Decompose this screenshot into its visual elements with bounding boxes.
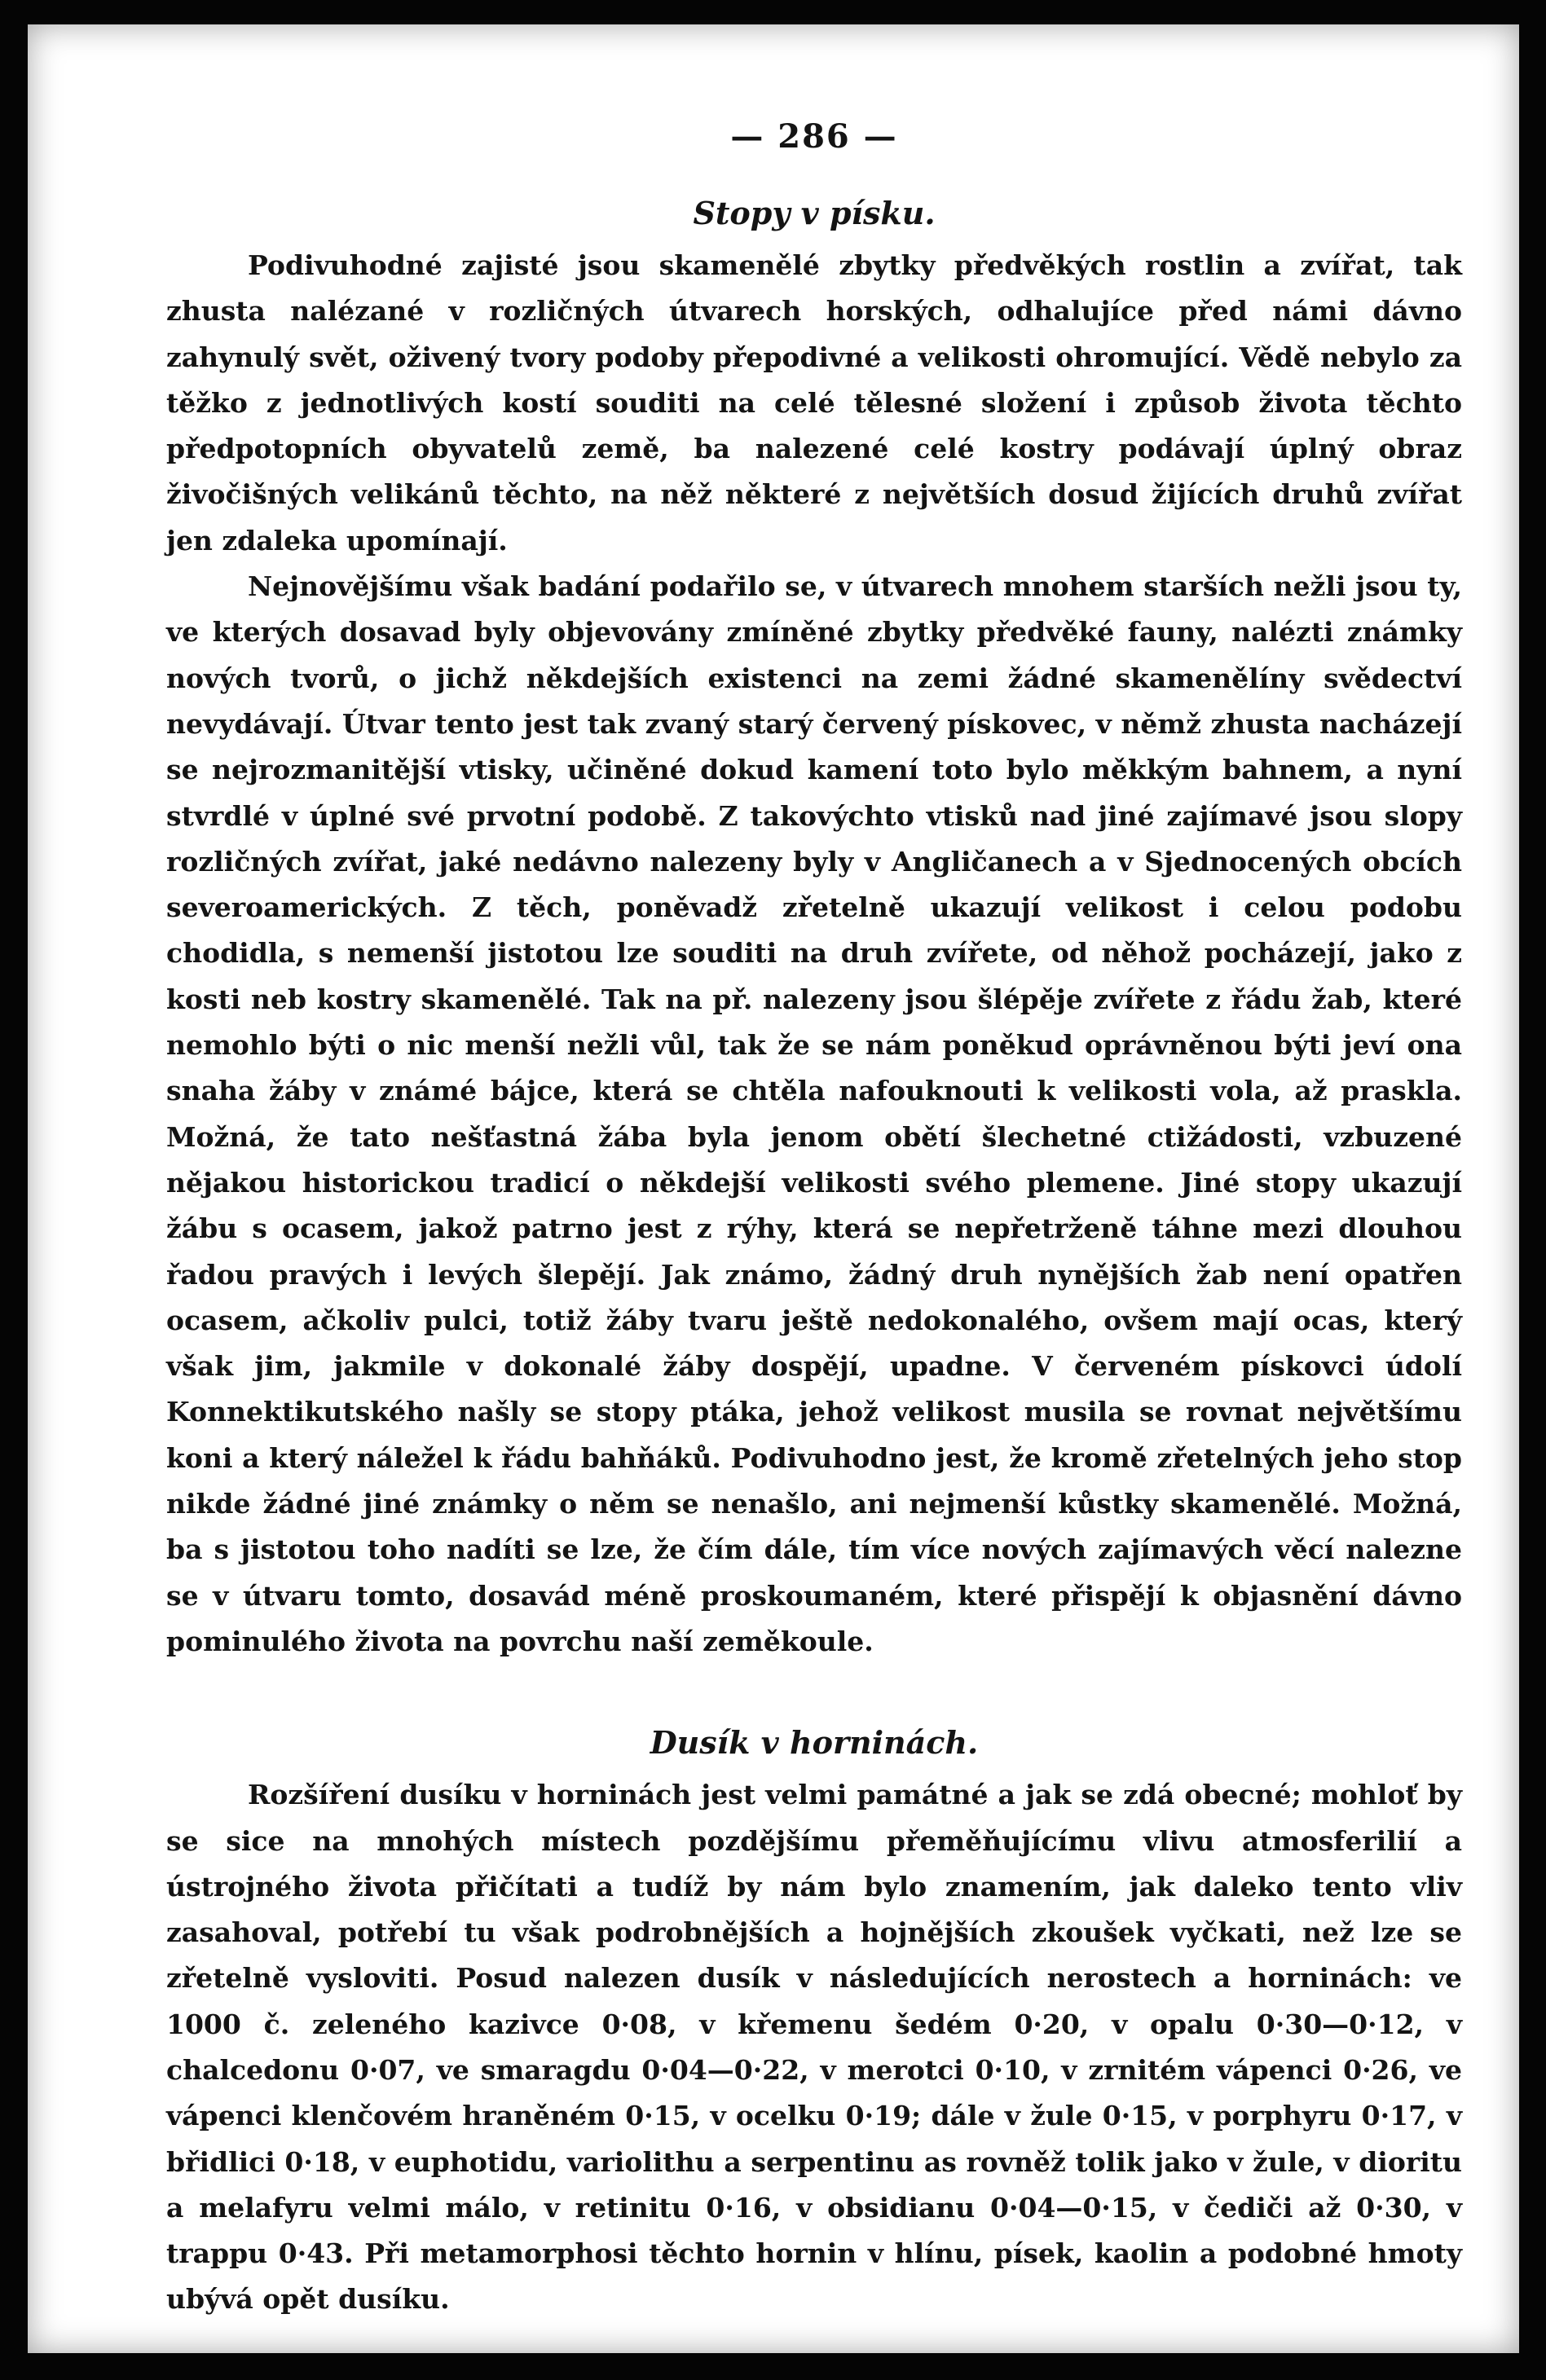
section-separator — [166, 1665, 1462, 1722]
section-title: Dusík v horninách. — [650, 1724, 979, 1762]
section-stopy-v-pisku — [166, 192, 1462, 1665]
page-content — [166, 90, 1462, 2323]
book-page — [28, 24, 1519, 2353]
page-number: — 286 — — [730, 117, 898, 156]
section-dusik-v-horninach — [166, 1722, 1462, 2323]
paragraph: Podivuhodné zajisté jsou skamenělé zbytky předvěkých rostlin a zvířat, tak zhusta nalézané v rozličných útvarech horských, odhalujíce před námi dávno zahynulý svět, oživený tvory podoby přepodivné a velikosti ohromující. Vědě nebylo za těžko z jednotlivých kostí souditi na celé tělesné složení i způsob života těchto předpotopních obyvatelů země, ba nalezené celé kostry podávají úplný obraz živočišných velikánů těchto, na něž některé z největších dosud žijících druhů zvířat jen zdaleka upomínají. — [166, 249, 1462, 557]
paragraph: Rozšíření dusíku v horninách jest velmi památné a jak se zdá obecné; mohloť by se sice na mnohých místech pozdějšímu přeměňujícímu vlivu atmosferilií a ústrojného života přičítati a tudíž by nám bylo znamením, jak daleko tento vliv zasahoval, potřebí tu však podrobnějších a hojnějších zkoušek vyčkati, než lze se zřetelně vysloviti. Posud nalezen dusík v následujících nerostech a horninách: ve 1000 č. zeleného kazivce 0·08, v křemenu šedém 0·20, v opalu 0·30—0·12, v chalcedonu 0·07, ve smaragdu 0·04—0·22, v merotci 0·10, v zrnitém vápenci 0·26, ve vápenci klenčovém hraněném 0·15, v ocelku 0·19; dále v žule 0·15, v porphyru 0·17, v břidlici 0·18, v euphotidu, variolithu a serpentinu as rovněž tolik jako v žule, v dioritu a melafyru velmi málo, v retinitu 0·16, v obsidianu 0·04—0·15, v čediči až 0·30, v trappu 0·43. Při metamorphosi těchto hornin v hlínu, písek, kaolin a podobné hmoty ubývá opět dusíku. — [166, 1779, 1462, 2316]
paragraph: Nejnovějšímu však badání podařilo se, v útvarech mnohem starších nežli jsou ty, ve kterých dosavad byly objevovány zmíněné zbytky předvěké fauny, nalézti známky nových tvorů, o jichž někdejších existenci na zemi žádné skamenělíny svědectví nevydávají. Útvar tento jest tak zvaný starý červený pískovec, v němž zhusta nacházejí se nejrozmanitější vtisky, učiněné dokud kamení toto bylo měkkým bahnem, a nyní stvrdlé v úplné své prvotní podobě. Z takovýchto vtisků nad jiné zajímavé jsou slopy rozličných zvířat, jaké nedávno nalezeny byly v Angličanech a v Sjednocených obcích severoamerických. Z těch, poněvadž zřetelně ukazují velikost i celou podobu chodidla, s nemenší jistotou lze souditi na druh zvířete, od něhož pocházejí, jako z kosti neb kostry skamenělé. Tak na př. nalezeny jsou šlépěje zvířete z řádu žab, které nemohlo býti o nic menší nežli vůl, tak že se nám poněkud oprávněnou býti jeví ona snaha žáby v známé bájce, která se chtěla nafouknouti k velikosti vola, až praskla. Možná, že tato nešťastná žába byla jenom obětí šlechetné ctižádosti, vzbuzené nějakou historickou tradicí o někdejší velikosti svého plemene. Jiné stopy ukazují žábu s ocasem, jakož patrno jest z rýhy, která se nepřetrženě táhne mezi dlouhou řadou pravých i levých šlepějí. Jak známo, žádný druh nynějších žab není opatřen ocasem, ačkoliv pulci, totiž žáby tvaru ještě nedokonalého, ovšem mají ocas, který však jim, jakmile v dokonalé žáby dospějí, upadne. V červeném pískovci údolí Konnektikutského našly se stopy ptáka, jehož velikost musila se rovnat největšímu koni a který náležel k řádu bahňáků. Podivuhodno jest, že kromě zřetelných jeho stop nikde žádné jiné známky o něm se nenašlo, ani nejmenší kůstky skamenělé. Možná, ba s jistotou toho nadíti se lze, že čím dále, tím více nových zajímavých věcí nalezne se v útvaru tomto, dosavád méně proskoumaném, které přispějí k objasnění dávno pominulého života na povrchu naší zeměkoule. — [166, 570, 1462, 1657]
section-title: Stopy v písku. — [693, 195, 936, 231]
